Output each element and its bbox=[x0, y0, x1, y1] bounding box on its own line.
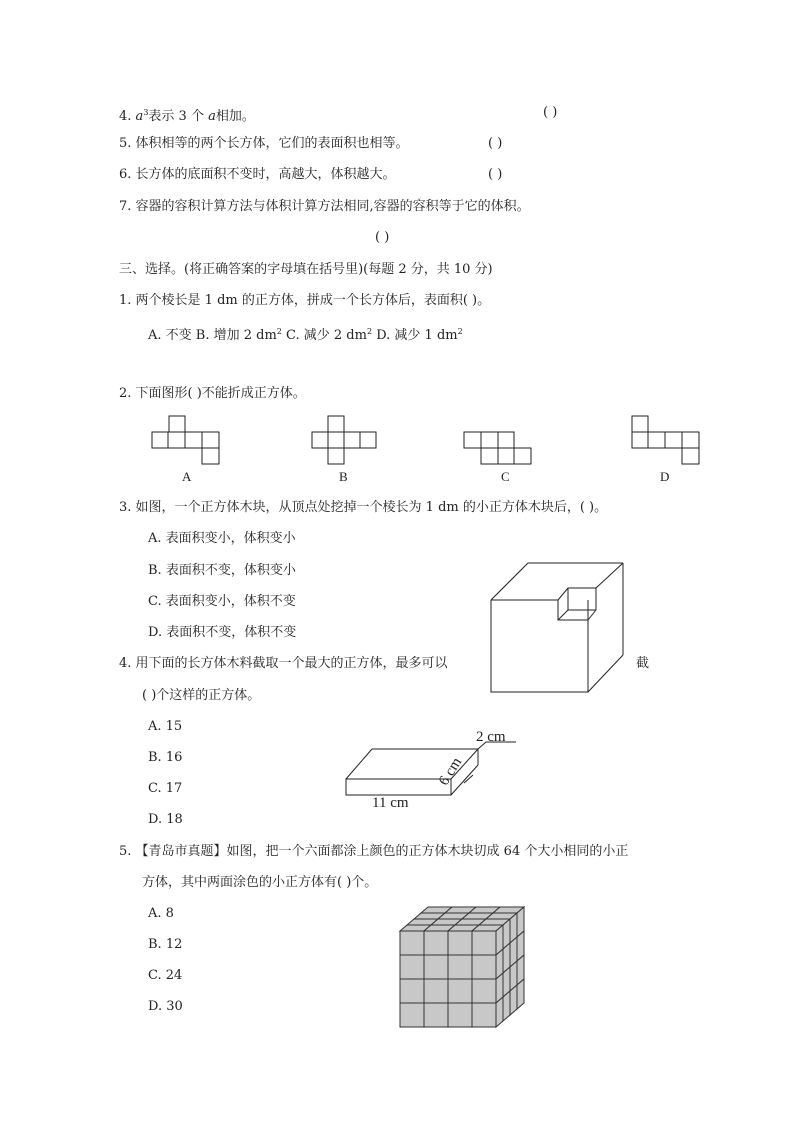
mc3-option-d: D. 表面积不变，体积不变 bbox=[148, 625, 297, 640]
mc2-stem: 2. 下面图形( )不能折成正方体。 bbox=[119, 386, 306, 401]
cube-cell bbox=[472, 979, 496, 1003]
cube-cell bbox=[400, 1003, 424, 1027]
mc5-stem2: 方体，其中两面涂色的小正方体有( )个。 bbox=[142, 875, 378, 890]
mc4-option-d: D. 18 bbox=[148, 812, 183, 827]
net-label-c: C bbox=[501, 469, 510, 484]
mc4-option-c: C. 17 bbox=[148, 781, 183, 796]
cube-cell bbox=[472, 1003, 496, 1027]
mc1-opts-a: A. 不变 B. 增加 2 dm bbox=[148, 328, 277, 343]
notched-cube-figure bbox=[488, 560, 628, 696]
cut-cube-figure bbox=[395, 902, 540, 1032]
tf-q7-paren[interactable]: ( ) bbox=[375, 230, 390, 245]
mc5-option-b: B. 12 bbox=[148, 937, 183, 952]
cube-cell bbox=[510, 985, 517, 1015]
net-b bbox=[312, 416, 376, 464]
cube-cell bbox=[503, 991, 510, 1021]
cube-cell bbox=[448, 979, 472, 1003]
cube-cell bbox=[424, 955, 448, 979]
section3-title: 三、选择。(将正确答案的字母填在括号里)(每题 2 分，共 10 分) bbox=[119, 262, 493, 277]
cube-cell bbox=[448, 955, 472, 979]
mc3-option-b: B. 表面积不变，体积变小 bbox=[148, 563, 296, 578]
net-a bbox=[152, 416, 219, 464]
tf-q4-var: a bbox=[135, 109, 144, 124]
tf-q4-text2: 相加。 bbox=[215, 109, 255, 124]
mc1-sup2: 2 bbox=[366, 327, 373, 336]
tf-q6-paren[interactable]: ( ) bbox=[488, 167, 503, 182]
cube-cell bbox=[400, 979, 424, 1003]
mc5-stem1: 5. 【青岛市真题】如图，把一个六面都涂上颜色的正方体木块切成 64 个大小相同的小正 bbox=[119, 844, 629, 859]
tf-q5-paren[interactable]: ( ) bbox=[488, 136, 503, 151]
mc3-option-c: C. 表面积变小，体积不变 bbox=[148, 594, 296, 609]
mc1-sup3: 2 bbox=[457, 327, 463, 336]
cube-cell bbox=[424, 979, 448, 1003]
mc5-option-a: A. 8 bbox=[148, 906, 174, 921]
tf-q4 bbox=[119, 104, 255, 126]
tf-q5: 5. 体积相等的两个长方体，它们的表面积也相等。 bbox=[119, 136, 409, 151]
net-label-b: B bbox=[339, 469, 348, 484]
net-label-d: D bbox=[660, 469, 670, 484]
mc4-stem1-end: 截 bbox=[636, 656, 650, 671]
mc3-stem: 3. 如图，一个正方体木块，从顶点处挖掉一个棱长为 1 dm 的小正方体木块后，( )。 bbox=[119, 500, 608, 515]
net-c bbox=[464, 432, 531, 464]
tf-q6: 6. 长方体的底面积不变时，高越大，体积越大。 bbox=[119, 167, 396, 182]
tf-q7: 7. 容器的容积计算方法与体积计算方法相同,容器的容积等于它的体积。 bbox=[119, 199, 530, 214]
net-label-a: A bbox=[182, 469, 192, 484]
mc1-opts-d: D. 减少 1 dm bbox=[372, 328, 458, 343]
tf-q4-var2: a bbox=[208, 109, 216, 124]
cube-cell bbox=[472, 931, 496, 955]
dim-height-label: 2 cm bbox=[476, 729, 506, 745]
mc4-stem1: 4. 用下面的长方体木料截取一个最大的正方体，最多可以 bbox=[119, 656, 448, 671]
tf-q4-sup: 3 bbox=[143, 108, 149, 117]
cube-cell bbox=[517, 979, 524, 1009]
cube-cell bbox=[424, 1003, 448, 1027]
mc1-opts-c: C. 减少 2 dm bbox=[281, 328, 367, 343]
tf-q4-text: 表示 3 个 bbox=[148, 109, 209, 124]
cube-cell bbox=[400, 931, 424, 955]
mc1-sup1: 2 bbox=[276, 327, 282, 336]
mc4-stem2: ( )个这样的正方体。 bbox=[142, 688, 261, 703]
cube-cell bbox=[448, 931, 472, 955]
cube-cell bbox=[472, 955, 496, 979]
cube-cell bbox=[496, 997, 503, 1027]
tf-q4-num: 4. bbox=[119, 109, 132, 124]
mc1-options bbox=[148, 323, 463, 345]
mc4-option-a: A. 15 bbox=[148, 719, 183, 734]
mc3-option-a: A. 表面积变小，体积变小 bbox=[148, 531, 296, 546]
mc5-option-c: C. 24 bbox=[148, 968, 183, 983]
cube-cell bbox=[424, 931, 448, 955]
cube-cell bbox=[448, 1003, 472, 1027]
net-figures bbox=[140, 410, 720, 470]
cube-cell bbox=[400, 955, 424, 979]
dim-length-label: 11 cm bbox=[372, 795, 409, 811]
mc4-option-b: B. 16 bbox=[148, 750, 183, 765]
net-d bbox=[632, 416, 699, 464]
tf-q4-paren[interactable]: ( ) bbox=[543, 105, 558, 120]
mc5-option-d: D. 30 bbox=[148, 999, 183, 1014]
mc1-stem: 1. 两个棱长是 1 dm 的正方体，拼成一个长方体后，表面积( )。 bbox=[119, 293, 491, 308]
dim-width-label: 6 cm bbox=[436, 754, 466, 789]
